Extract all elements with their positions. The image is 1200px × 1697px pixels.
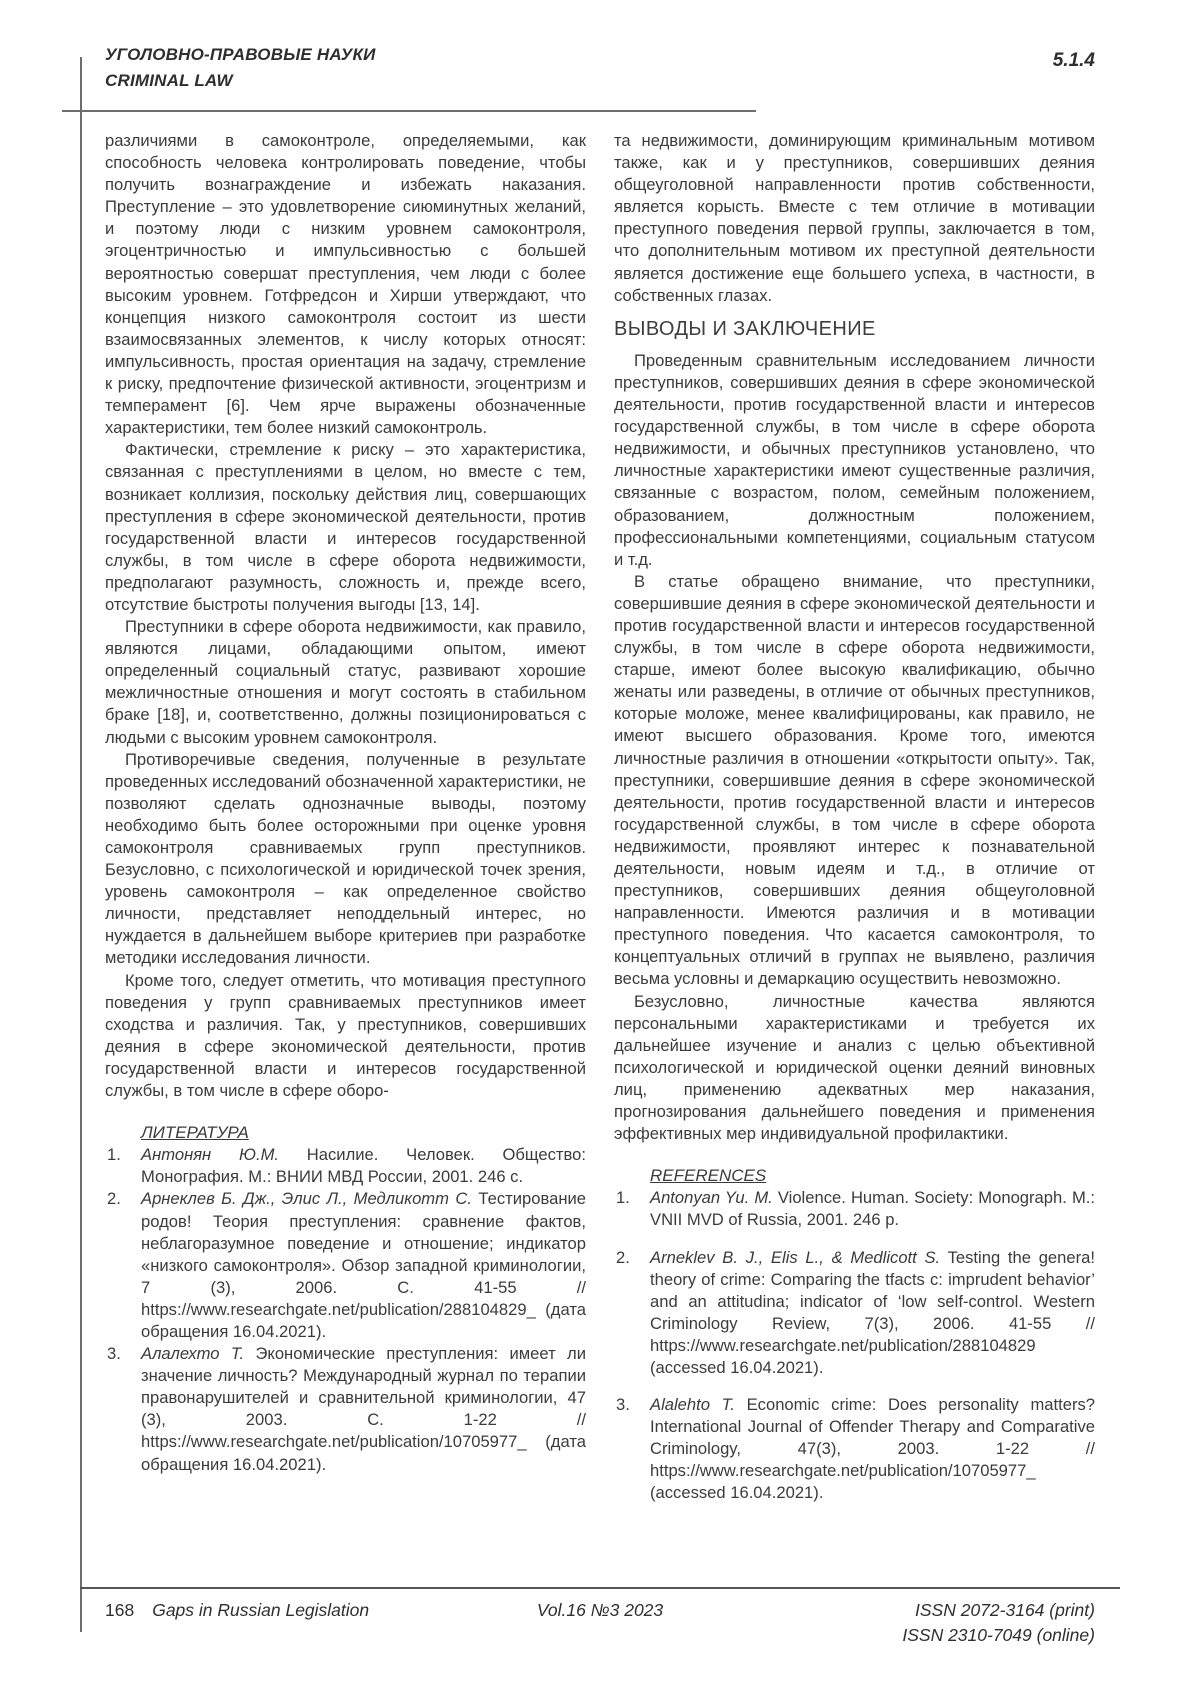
footer-left (105, 1598, 454, 1648)
reference-number: 3. (616, 1395, 630, 1415)
reference-authors: Антонян Ю.М. (141, 1145, 279, 1165)
reference-number: 3. (107, 1344, 121, 1364)
reference-text: Economic crime: Does personality matters? International Journal of Offender Therapy and Comparative Criminology, 47(3), 2003. 1-22 // https://www.researchgate.net/publication/10705977_ (accessed 16.04.2021). (650, 1395, 1095, 1503)
paragraph: Преступники в сфере оборота недвижимости, как правило, являются лицами, обладающими опытом, имеют определенный социальный статус, развивают хорошие межличностные отношения и могут состоять в стабильном браке [18], и, соответственно, должны позиционироваться с людьми с высоким уровнем самоконтроля. (105, 617, 586, 747)
page-footer (105, 1598, 1095, 1648)
paragraph: В статье обращено внимание, что преступники, совершившие деяния в сфере экономической деятельности и против государственной власти и интересов государственной службы, в том числе в сфере оборота недвижимости, старше, имеют более высокую квалификацию, обычно женаты или разведены, в отличие от обычных преступников, которые моложе, менее квалифицированы, как правило, не имеют высшего образования. Кроме того, имеются личностные различия в отношении «открытости опыту». Так, преступники, совершившие деяния в сфере экономической деятельности, против государственной власти и интересов государственной службы, в том числе в сфере оборота недвижимости, проявляют интерес к познавательной деятельности, новым идеям и т.д., в отличие от преступников, совершивших деяния общеуголовной направленности. Имеются различия и в мотивации преступного поведения. Что касается самоконтроля, то концептуальных отличий в группах не выявлено, различия весьма условны и демаркацию осуществить невозможно. (614, 571, 1095, 989)
body-columns (105, 130, 1095, 1520)
reference-authors: Алалехто Т. (141, 1344, 245, 1364)
paragraph: Противоречивые сведения, полученные в результате проведенных исследований обозначенной характеристики, не позволяют сделать однозначные выводы, поэтому необходимо быть более осторожными при оценке уровня самоконтроля сравниваемых групп преступников. Безусловно, с психологической и юридической точек зрения, уровень самоконтроля – как определенное свойство личности, представляет неподдельный интерес, но нуждается в дальнейшем выборе критериев при разработке методики исследования личности. (105, 749, 586, 968)
issn-print: ISSN 2072-3164 (print) (915, 1600, 1095, 1620)
paragraph: различиями в самоконтроле, определяемыми, как способность человека контролировать поведение, чтобы получить вознаграждение и избежать наказания. Преступление – это удовлетворение сиюминутных желаний, и поэтому люди с низким уровнем самоконтроля, эгоцентричностью и импульсивностью с большей вероятностью совершат преступления, чем люди с более высоким уровнем. Готфредсон и Хирши утверждают, что концепция низкого самоконтроля состоит из шести взаимосвязанных элементов, к числу которых относят: импульсивность, простая ориентация на задачу, стремление к риску, предпочтение физической активности, эгоцентризм и темперамент [6]. Чем ярче выражены обозначенные характеристики, тем более низкий самоконтроль. (105, 131, 586, 438)
volume-info: Vol.16 №3 2023 (536, 1600, 664, 1620)
reference-text: Violence. Human. Society: Monograph. M.: VNII MVD of Russia, 2001. 246 p. (650, 1188, 1096, 1230)
left-margin-rule (80, 57, 82, 1632)
conclusions-heading: ВЫВОДЫ И ЗАКЛЮЧЕНИЕ (614, 317, 876, 340)
footer-divider (80, 1587, 1120, 1589)
column-right (614, 130, 1095, 1520)
reference-item (614, 1394, 1095, 1504)
reference-authors: Арнеклев Б. Дж., Элис Л., Медликотт С. (141, 1189, 472, 1209)
reference-item (614, 1187, 1095, 1231)
reference-number: 2. (616, 1247, 630, 1267)
reference-list-ru (105, 1144, 586, 1475)
reference-item (614, 1247, 1095, 1380)
specialty-code: 5.1.4 (1052, 50, 1095, 71)
reference-text: Testing the genera! theory of crime: Comparing the tfacts c: imprudent behavior’ and an attitudina; indicator of ‘low self-control. Western Criminology Review, 7(3), 2006. 41-55 // https://www.researchgate.net/publication/288104829 (accessed 16.04.2021). (650, 1247, 1095, 1377)
reference-number: 2. (107, 1189, 121, 1209)
paragraph: Кроме того, следует отметить, что мотивация преступного поведения у групп сравниваемых преступников имеет сходства и различия. Так, у преступников, совершивших деяния в сфере экономической деятельности, против государственной власти и интересов государственной службы, в том числе в сфере оборо- (105, 970, 586, 1101)
column-left (105, 130, 586, 1520)
reference-text: Экономические преступления: имеет ли значение личность? Международный журнал по терапии правонарушителей и сравнительной криминологии, 47 (3), 2003. С. 1-22 // https://www.researchgate.net/publication/10705977_ (дата обращения 16.04.2021). (141, 1344, 586, 1474)
reference-item (105, 1144, 586, 1188)
paragraph: Проведенным сравнительным исследованием личности преступников, совершивших деяния в сфере экономической деятельности, против государственной власти и интересов государственной службы, в том числе в сфере оборота недвижимости, и обычных преступников установлено, что личностные характеристики имеют существенные различия, связанные с возрастом, полом, семейным положением, образованием, должностным положением, профессиональными компетенциями, социальным статусом и т.д. (614, 350, 1095, 569)
reference-item (105, 1188, 586, 1343)
reference-list-en (614, 1187, 1095, 1504)
reference-number: 1. (107, 1145, 121, 1165)
reference-text: Тестирование родов! Теория преступления: сравнение фактов, неблагоразумное поведение и отношение; индикатор «низкого самоконтроля». Обзор западной криминологии, 7 (3), 2006. С. 41-55 // https://www.researchgate.net/publication/288104829_ (дата обращения 16.04.2021). (141, 1189, 586, 1341)
reference-item (105, 1343, 586, 1476)
reference-authors: Alalehto T. (650, 1395, 735, 1415)
journal-title: Gaps in Russian Legislation (152, 1600, 370, 1620)
reference-text: Насилие. Человек. Общество: Монография. М.: ВНИИ МВД России, 2001. 246 с. (141, 1145, 586, 1187)
reference-number: 1. (616, 1188, 630, 1208)
paragraph: Безусловно, личностные качества являются персональными характеристиками и требуется их дальнейшее изучение и анализ с целью объективной психологической и юридической оценки деяний виновных лиц, применению адекватных мер наказания, прогнозирования дальнейшего поведения и применения эффективных мер индивидуальной профилактики. (614, 991, 1095, 1144)
section-title-en: CRIMINAL LAW (105, 71, 233, 90)
section-title-ru: УГОЛОВНО-ПРАВОВЫЕ НАУКИ (105, 45, 376, 64)
page-number: 168 (105, 1600, 135, 1620)
running-head (105, 42, 376, 94)
reference-authors: Antonyan Yu. M. (650, 1188, 773, 1208)
header-divider (62, 110, 756, 112)
references-heading: REFERENCES (650, 1166, 767, 1186)
reference-authors: Arneklev B. J., Elis L., & Medlicott S. (650, 1247, 941, 1267)
page-header (105, 42, 1095, 94)
footer-right (746, 1598, 1095, 1648)
paragraph: Фактически, стремление к риску – это характеристика, связанная с преступлениями в целом, но вместе с тем, возникает коллизия, поскольку действия лиц, совершающих преступления в сфере экономической деятельности, против государственной власти и интересов государственной службы, в том числе в сфере оборота недвижимости, предполагают разумность, сложность и, прежде всего, отсутствие быстроты получения выгоды [13, 14]. (105, 440, 586, 614)
paragraph: та недвижимости, доминирующим криминальным мотивом также, как и у преступников, совершивших деяния общеуголовной направленности против собственности, является корысть. Вместе с тем отличие в мотивации преступного поведения первой группы, заключается в том, что дополнительным мотивом их преступной деятельности является достижение еще большего успеха, в частности, в собственных глазах. (614, 131, 1095, 305)
literature-heading: ЛИТЕРАТУРА (141, 1123, 249, 1143)
issn-online: ISSN 2310-7049 (online) (902, 1625, 1095, 1645)
